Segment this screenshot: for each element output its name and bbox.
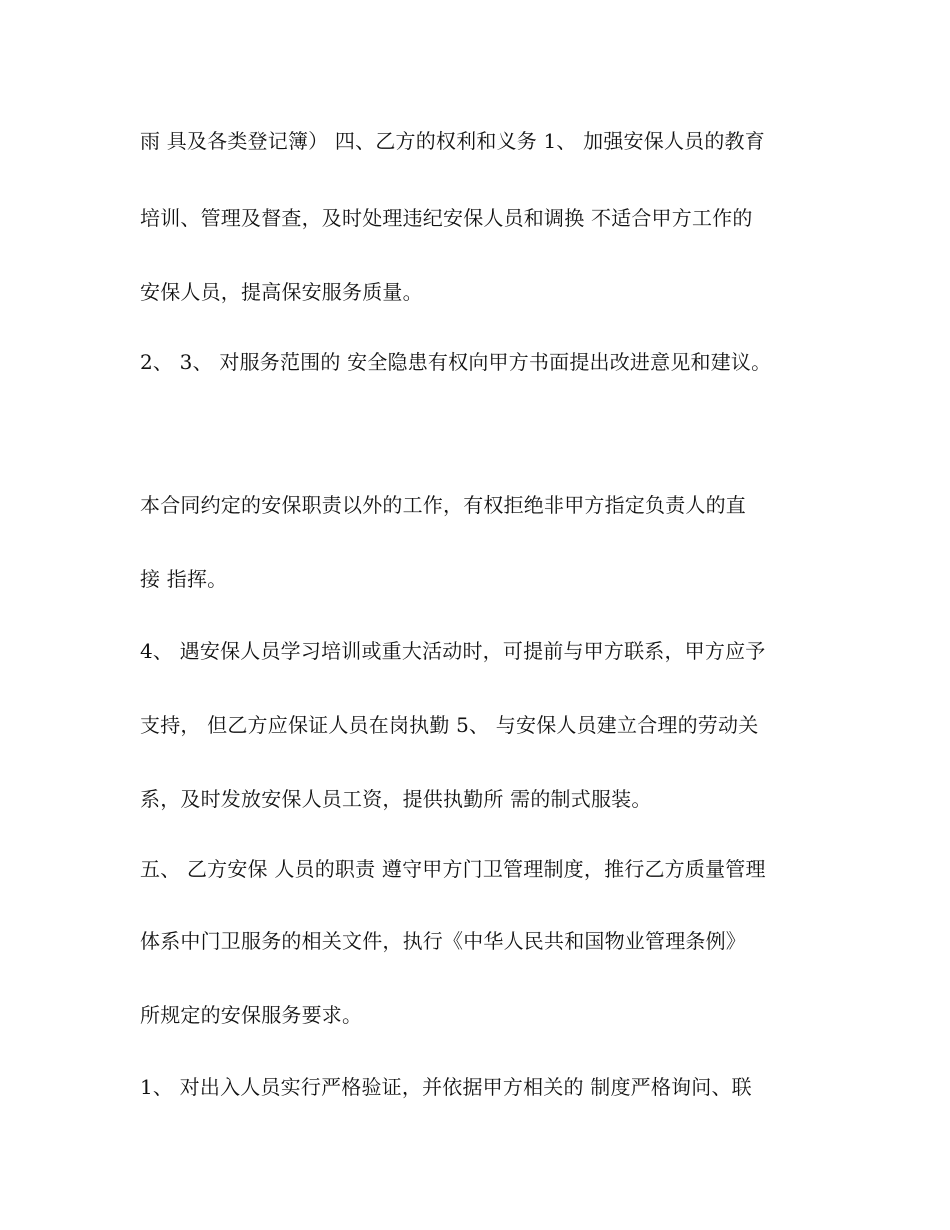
text-line-10: 五、 乙方安保 人员的职责 遵守甲方门卫管理制度，推行乙方质量管理 [140,857,766,881]
text-line-2: 培训、管理及督查，及时处理违纪安保人员和调换 不适合甲方工作的 [140,206,753,230]
text-line-1: 雨 具及各类登记簿） 四、乙方的权利和义务 1、 加强安保人员的教育 [140,129,765,153]
text-line-7: 4、 遇安保人员学习培训或重大活动时，可提前与甲方联系，甲方应予 [140,639,766,663]
text-line-12: 所规定的安保服务要求。 [140,1003,363,1027]
text-line-13: 1、 对出入人员实行严格验证，并依据甲方相关的 制度严格询问、联 [140,1075,752,1099]
text-line-11: 体系中门卫服务的相关文件，执行《中华人民共和国物业管理条例》 [140,929,746,953]
text-line-3: 安保人员，提高保安服务质量。 [140,280,423,304]
text-line-6: 接 指挥。 [140,567,228,591]
text-line-4: 2、 3、 对服务范围的 安全隐患有权向甲方书面提出改进意见和建议。 [140,350,772,374]
text-line-5: 本合同约定的安保职责以外的工作，有权拒绝非甲方指定负责人的直 [140,493,746,517]
text-line-9: 系，及时发放安保人员工资，提供执勤所 需的制式服装。 [140,787,652,811]
text-line-8: 支持， 但乙方应保证人员在岗执勤 5、 与安保人员建立合理的劳动关 [140,713,759,737]
